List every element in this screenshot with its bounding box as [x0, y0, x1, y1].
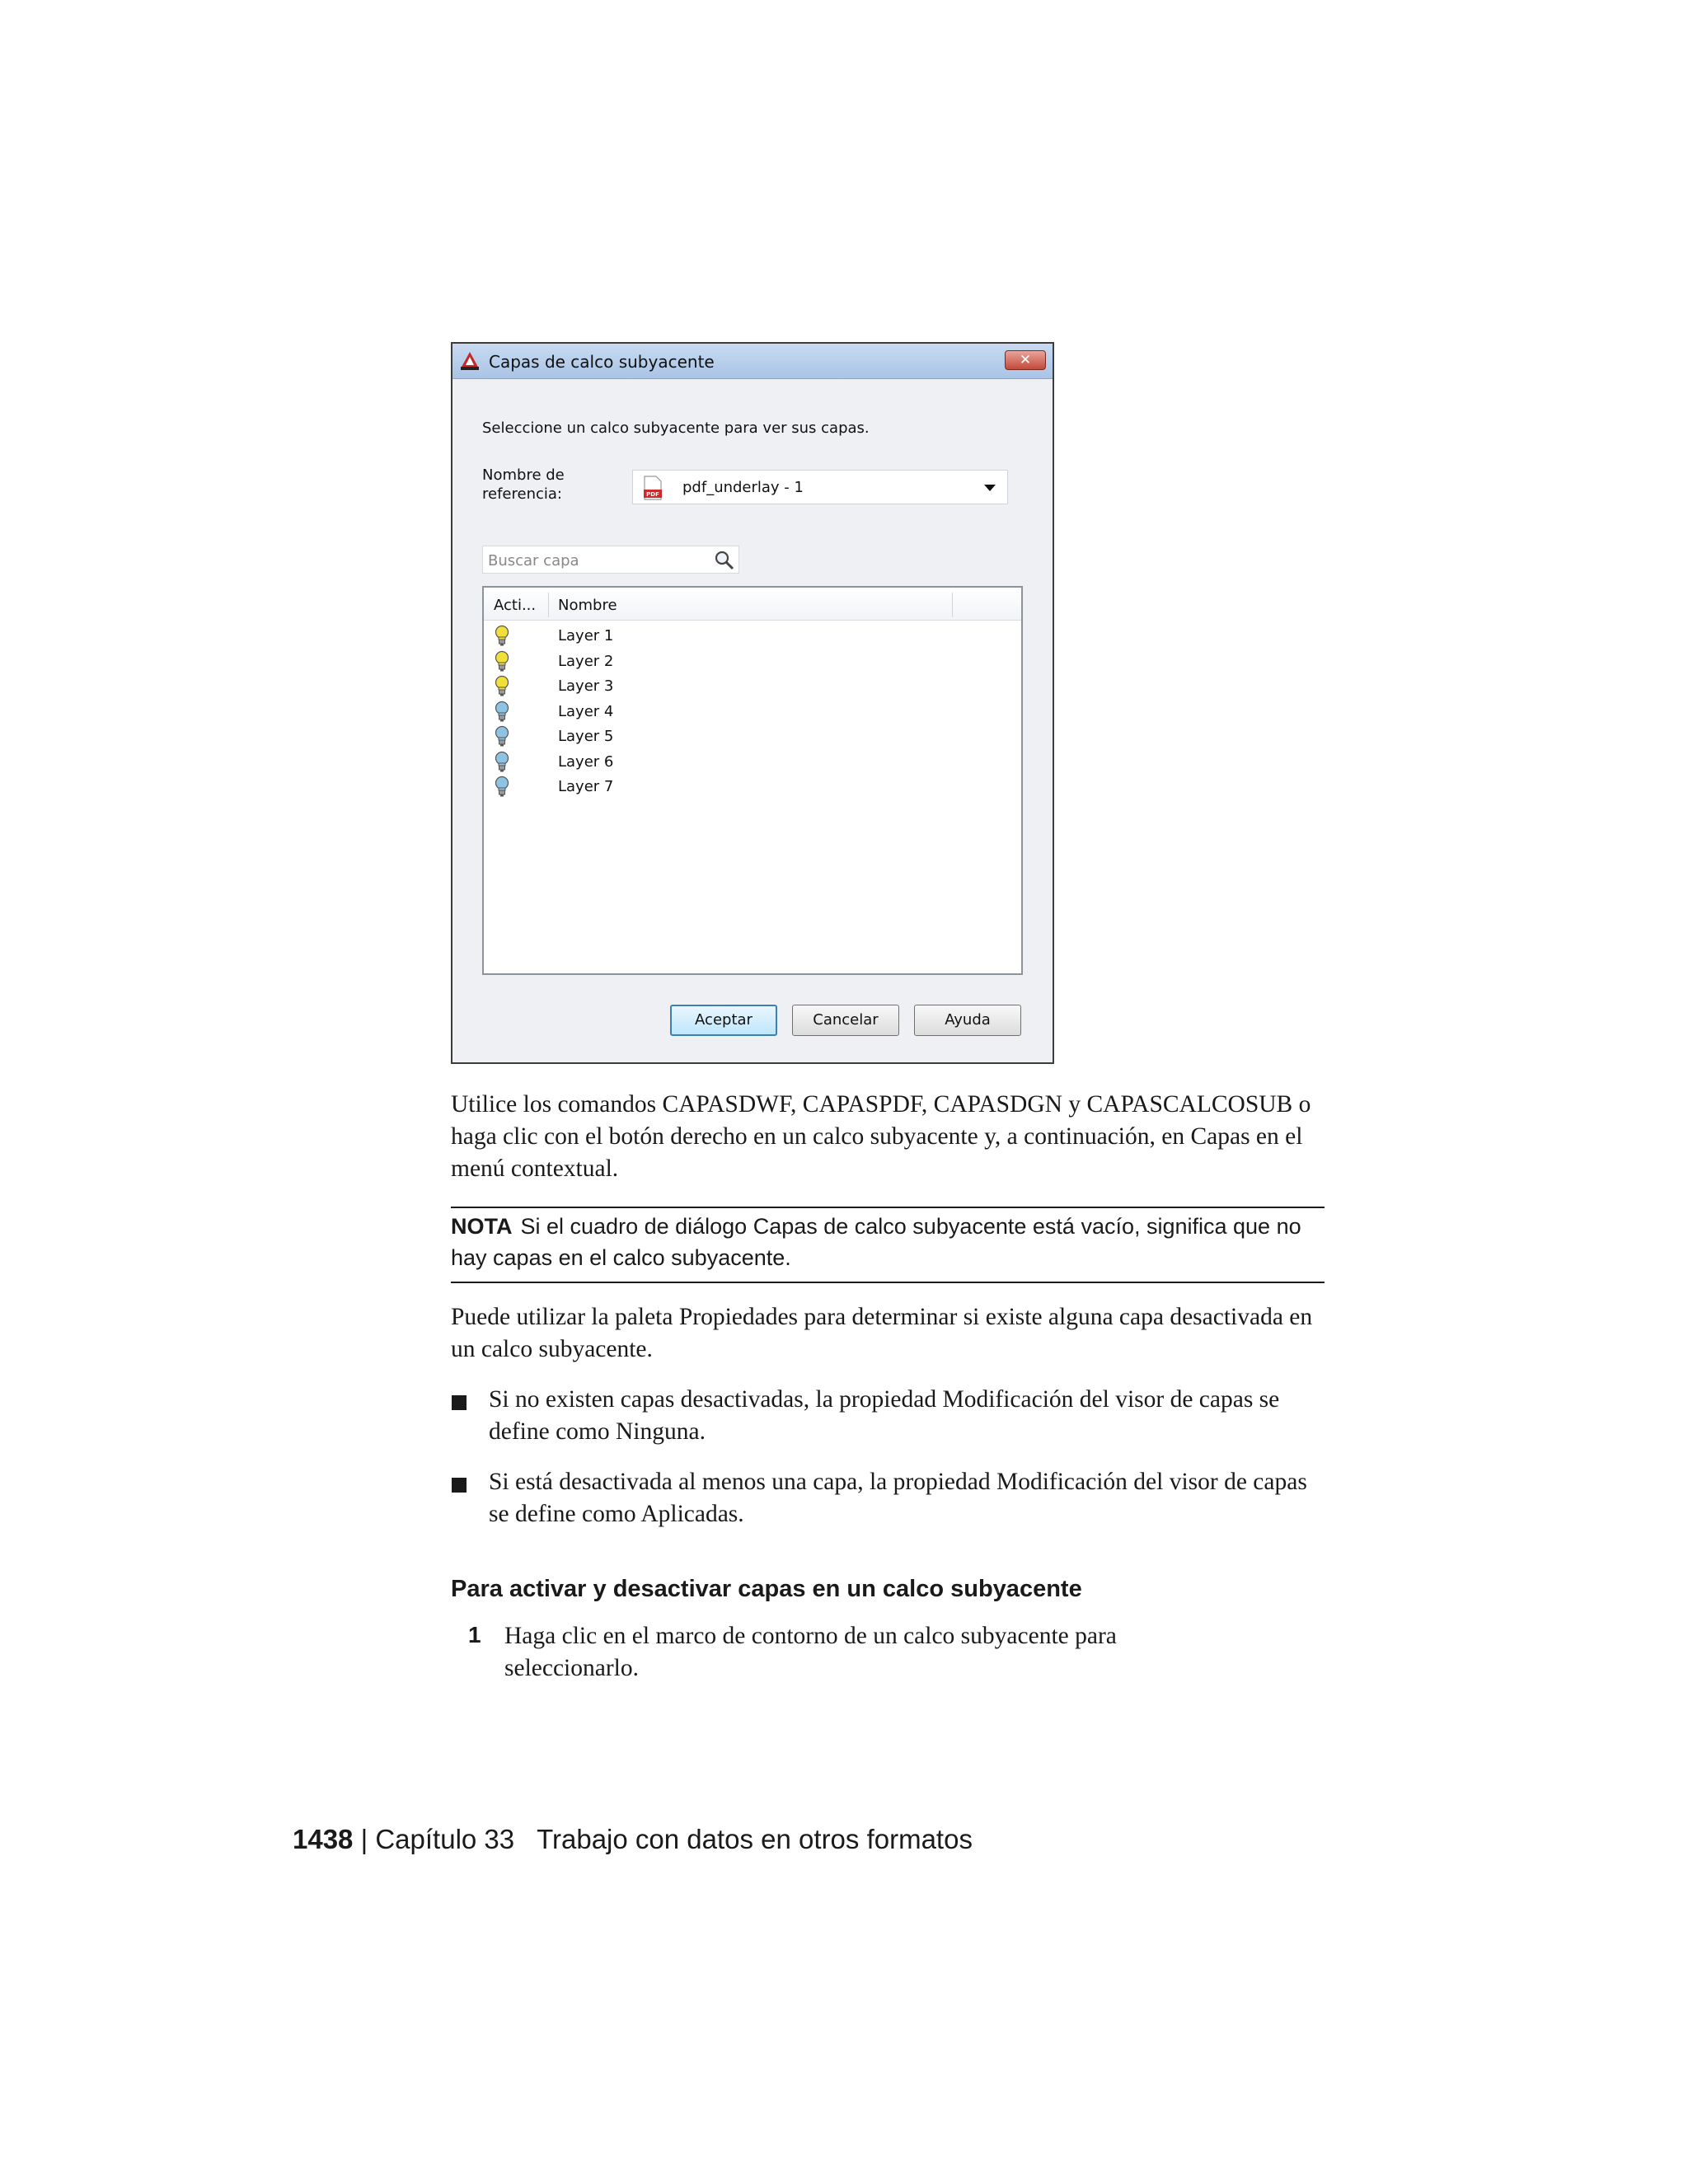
layer-name: Layer 6: [558, 752, 614, 771]
search-placeholder: Buscar capa: [488, 552, 579, 569]
layer-name: Layer 2: [558, 652, 614, 670]
lightbulb-off-icon[interactable]: [494, 725, 510, 748]
layer-row[interactable]: [484, 674, 1021, 699]
close-button[interactable]: [1005, 350, 1046, 370]
bullet-square-icon: [452, 1395, 467, 1410]
layer-name: Layer 3: [558, 677, 614, 695]
lightbulb-on-icon[interactable]: [494, 675, 510, 698]
bullet-item: Si está desactivada al menos una capa, la propiedad Modificación del visor de capas se define como Aplicadas.: [489, 1469, 1307, 1527]
note-bottom-rule: [451, 1282, 1325, 1283]
help-button[interactable]: Ayuda: [914, 1005, 1021, 1036]
page-number: 1438: [293, 1824, 354, 1854]
chapter-label: Capítulo 33: [375, 1824, 515, 1854]
column-header-name[interactable]: Nombre: [558, 597, 617, 614]
layer-row[interactable]: [484, 624, 1021, 649]
dialog-title: Capas de calco subyacente: [489, 352, 715, 372]
layer-name: Layer 7: [558, 778, 614, 795]
lightbulb-off-icon[interactable]: [494, 776, 510, 799]
search-icon[interactable]: [714, 550, 735, 571]
bullet-item: Si no existen capas desactivadas, la propiedad Modificación del visor de capas se define como Ninguna.: [489, 1386, 1280, 1445]
paragraph-commands: Utilice los comandos CAPASDWF, CAPASPDF, CAPASDGN y CAPASCALCOSUB o haga clic con el botón derecho en un calco subyacente y, a continuación, en Capas en el menú contextual.: [451, 1091, 1311, 1182]
dialog-titlebar: [452, 344, 1053, 379]
footer-separator: |: [353, 1824, 376, 1854]
column-separator: [548, 593, 549, 617]
layer-row[interactable]: [484, 724, 1021, 749]
procedure-heading: Para activar y desactivar capas en un calco subyacente: [451, 1576, 1082, 1602]
reference-name-value: pdf_underlay - 1: [682, 479, 804, 496]
note-label: NOTA: [451, 1214, 513, 1239]
column-separator: [952, 593, 953, 617]
step-number: 1: [468, 1622, 481, 1647]
autocad-app-icon: [459, 350, 481, 372]
svg-text:PDF: PDF: [646, 491, 659, 498]
layer-list[interactable]: [482, 586, 1023, 975]
chapter-title: Trabajo con datos en otros formatos: [537, 1824, 973, 1854]
pdf-file-icon: [643, 476, 663, 500]
accept-button[interactable]: Aceptar: [670, 1005, 777, 1036]
step-text: Haga clic en el marco de contorno de un calco subyacente para seleccionarlo.: [504, 1623, 1117, 1681]
bullet-square-icon: [452, 1478, 467, 1493]
layer-name: Layer 4: [558, 702, 614, 720]
close-icon: ✕: [1019, 352, 1032, 368]
note-text: Si el cuadro de diálogo Capas de calco subyacente está vacío, significa que no hay capas en el calco subyacente.: [451, 1214, 1301, 1270]
paragraph-properties: Puede utilizar la paleta Propiedades para determinar si existe alguna capa desactivada en un calco subyacente.: [451, 1304, 1313, 1362]
page-footer: [293, 1824, 973, 1855]
lightbulb-on-icon[interactable]: [494, 625, 510, 648]
layer-name: Layer 5: [558, 728, 614, 745]
lightbulb-off-icon[interactable]: [494, 701, 510, 724]
column-header-active[interactable]: Acti...: [494, 597, 537, 614]
layer-search-input[interactable]: [482, 546, 739, 574]
lightbulb-on-icon[interactable]: [494, 650, 510, 673]
layer-row[interactable]: [484, 775, 1021, 799]
layer-row[interactable]: [484, 700, 1021, 724]
layer-list-header: [484, 588, 1021, 621]
note-block: [451, 1211, 1333, 1273]
layer-name: Layer 1: [558, 627, 614, 644]
lightbulb-off-icon[interactable]: [494, 751, 510, 774]
reference-name-label: Nombre de referencia:: [482, 466, 565, 503]
layer-row[interactable]: [484, 649, 1021, 674]
cancel-button[interactable]: Cancelar: [792, 1005, 899, 1036]
underlay-layers-dialog: [451, 342, 1054, 1064]
chevron-down-icon: [984, 485, 996, 491]
layer-row[interactable]: [484, 750, 1021, 775]
dialog-instruction: Seleccione un calco subyacente para ver sus capas.: [482, 419, 870, 437]
reference-name-dropdown[interactable]: [632, 470, 1008, 504]
note-top-rule: [451, 1207, 1325, 1208]
